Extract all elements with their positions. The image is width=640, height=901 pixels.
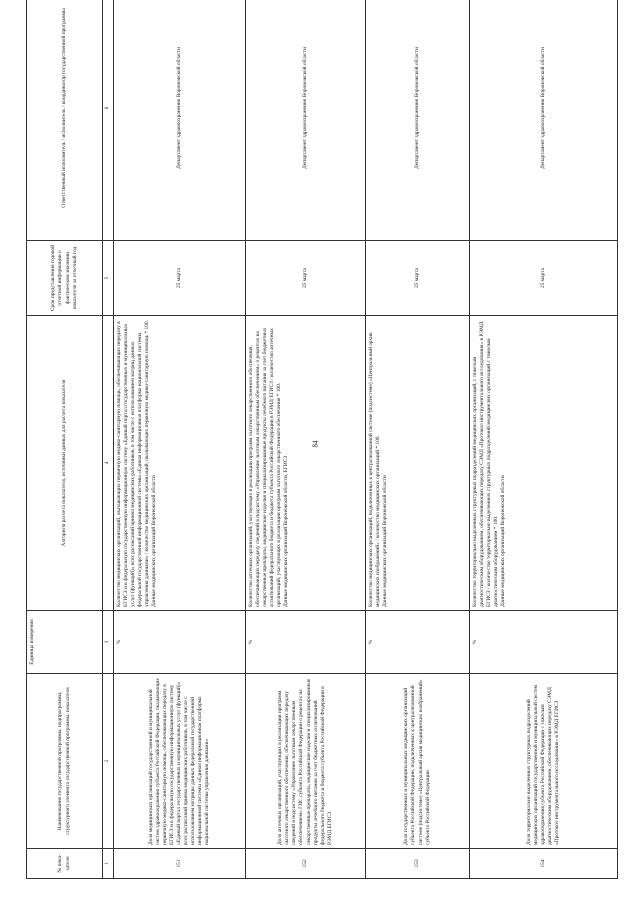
- table-row: [114, 0, 246, 879]
- table-row: [470, 0, 618, 879]
- header-name: Наименование государственной программы, подпрограммы, структурного элемента государственной программы, показателя: [27, 674, 103, 849]
- algorithm-text: Количество медицинских организаций, подключенных к централизованной системе (подсистеме) «Центральный архив медицинских изображений» / количество медицинских организаций * 100.: [368, 332, 382, 607]
- algorithm-text: Количество территориально выделенных структурных подразделений медицинских организаций, с тяжелым диагностическим оборудованием, обеспечивающих передачу СЭМД «Протокол инструментального исследования» в РЭМД ЕГИСЗ / количество территориально выделенных структурных подразделений медицинских организаций с тяжелым диагностическим оборудованием * 100.: [472, 321, 500, 607]
- indicator-term: 25 марта: [246, 241, 366, 316]
- column-number: 1: [103, 849, 114, 879]
- algorithm-source: Данные медицинских организаций Воронежской области: [151, 475, 158, 607]
- indicator-unit: %: [114, 611, 246, 674]
- indicator-unit: %: [470, 611, 618, 674]
- header-algorithm: Алгоритм расчета показателя, источники данных для расчета показателя: [27, 316, 103, 611]
- indicator-unit: %: [246, 611, 366, 674]
- indicator-responsible: Департамент здравоохранения Воронежской области: [246, 0, 366, 241]
- table-header-row: [27, 0, 103, 879]
- header-unit: Единица измерения: [27, 611, 103, 674]
- column-number: 6: [103, 0, 114, 241]
- row-number: 151: [114, 849, 246, 879]
- column-number: 2: [103, 674, 114, 849]
- table-row: [366, 0, 470, 879]
- column-number: 5: [103, 241, 114, 316]
- header-term: Срок представления годовой отчетной информации о фактическом значении показателя за отчетный год: [27, 241, 103, 316]
- column-number-row: [103, 0, 114, 879]
- indicator-responsible: Департамент здравоохранения Воронежской области: [470, 0, 618, 241]
- indicator-name: Доля государственных и муниципальных медицинских организаций субъекта Российской Федерации, подключенных к централизованной системе (подсистеме) «Центральный архив медицинских изображений» субъекта Российской Федерации: [366, 674, 470, 849]
- indicator-term: 25 марта: [470, 241, 618, 316]
- algorithm-source: Данные медицинских организаций Воронежской области: [382, 475, 389, 607]
- indicator-name: Доля медицинских организаций государственной и муниципальной систем здравоохранения субъекта Российской Федерации, оказывающих первичную медико-санитарную помощь, обеспечивающих передачу в ЕГИСЗ и в федеральную государственную информационную систему «Единый портал государственных и муниципальных услуг (функций)» всех расписаний приема медицинских работников, в том числе с использованием матрицы данных федеральной государственной информационной системы «Единая информационная платформа национальной системы управления данными»: [114, 674, 246, 849]
- algorithm-source: Данные медицинских организаций Воронежской области, ЕГИСЗ: [283, 455, 290, 607]
- row-number: 154: [470, 849, 618, 879]
- column-number: 4: [103, 316, 114, 611]
- table-row: [246, 0, 366, 879]
- indicator-term: 25 марта: [366, 241, 470, 316]
- indicators-table: [26, 0, 618, 879]
- indicator-algorithm: [470, 316, 618, 611]
- indicator-algorithm: [366, 316, 470, 611]
- column-number: 3: [103, 611, 114, 674]
- indicator-name: Доля территориально выделенных структурных подразделений медицинских организаций государственной и муниципальной систем здравоохранения субъекта Российской Федерации с тяжелым диагностическим оборудованием, обеспечивающих передачу СЭМД «Протокол инструментального исследования» в РЭМД ЕГИСЗ: [470, 674, 618, 849]
- algorithm-text: Количество аптечных организаций, участвующих в реализации программ льготного лекарственного обеспечения, обеспечивающих передачу сведений в подсистему «Управление льготным лекарственным обеспечением» о рецептах на лекарственные препараты, медицинские изделия и специализированные продукты лечебного питания за счет бюджетных ассигнований федерального бюджета и бюджета субъекта Российской Федерации в РЭМД ЕГИСЗ / количество аптечных организаций, участвующих в реализации программ льготного лекарственного обеспечения * 100.: [248, 327, 283, 607]
- indicator-responsible: Департамент здравоохранения Воронежской области: [114, 0, 246, 241]
- indicator-algorithm: [246, 316, 366, 611]
- indicator-name: Доля аптечных организаций, участвующих в реализации программ льготного лекарственного обеспечения, обеспечивающих передачу сведений в подсистему «Управление льготным лекарственным обеспечением» ГИС субъекта Российской Федерации о рецептах на лекарственные препараты, медицинские изделия и специализированные продукты лечебного питания за счет бюджетных ассигнований федерального бюджета и бюджета субъекта Российской Федерации в РЭМД ЕГИСЗ: [246, 674, 366, 849]
- header-responsible: Ответственный исполнитель / исполнитель / координатор государственной программы: [27, 0, 103, 241]
- row-number: 152: [246, 849, 366, 879]
- indicator-responsible: Департамент здравоохранения Воронежской области: [366, 0, 470, 241]
- rotated-table-sheet: [26, 8, 616, 879]
- header-no: № пока-зателя: [27, 849, 103, 879]
- indicator-term: 25 марта: [114, 241, 246, 316]
- algorithm-source: Данные медицинских организаций Воронежской области: [500, 475, 507, 607]
- algorithm-text: Количество медицинских организаций, оказывающих первичную медико-санитарную помощь, обеспечивающих передачу в ЕГИСЗ и в федеральную государственную информационную систему «Единый портал государственных и муниципальных услуг (функций)» всех расписаний приема медицинских работников, в том числе с использованием матриц данных федеральной государственной информационной системы «Единая информационная платформа национальной системы управления данными» / количество медицинских организаций, оказывающих первичную медико-санитарную помощь * 100.: [116, 320, 151, 607]
- indicator-algorithm: [114, 316, 246, 611]
- indicator-unit: %: [366, 611, 470, 674]
- row-number: 153: [366, 849, 470, 879]
- page-number: 84: [311, 440, 320, 448]
